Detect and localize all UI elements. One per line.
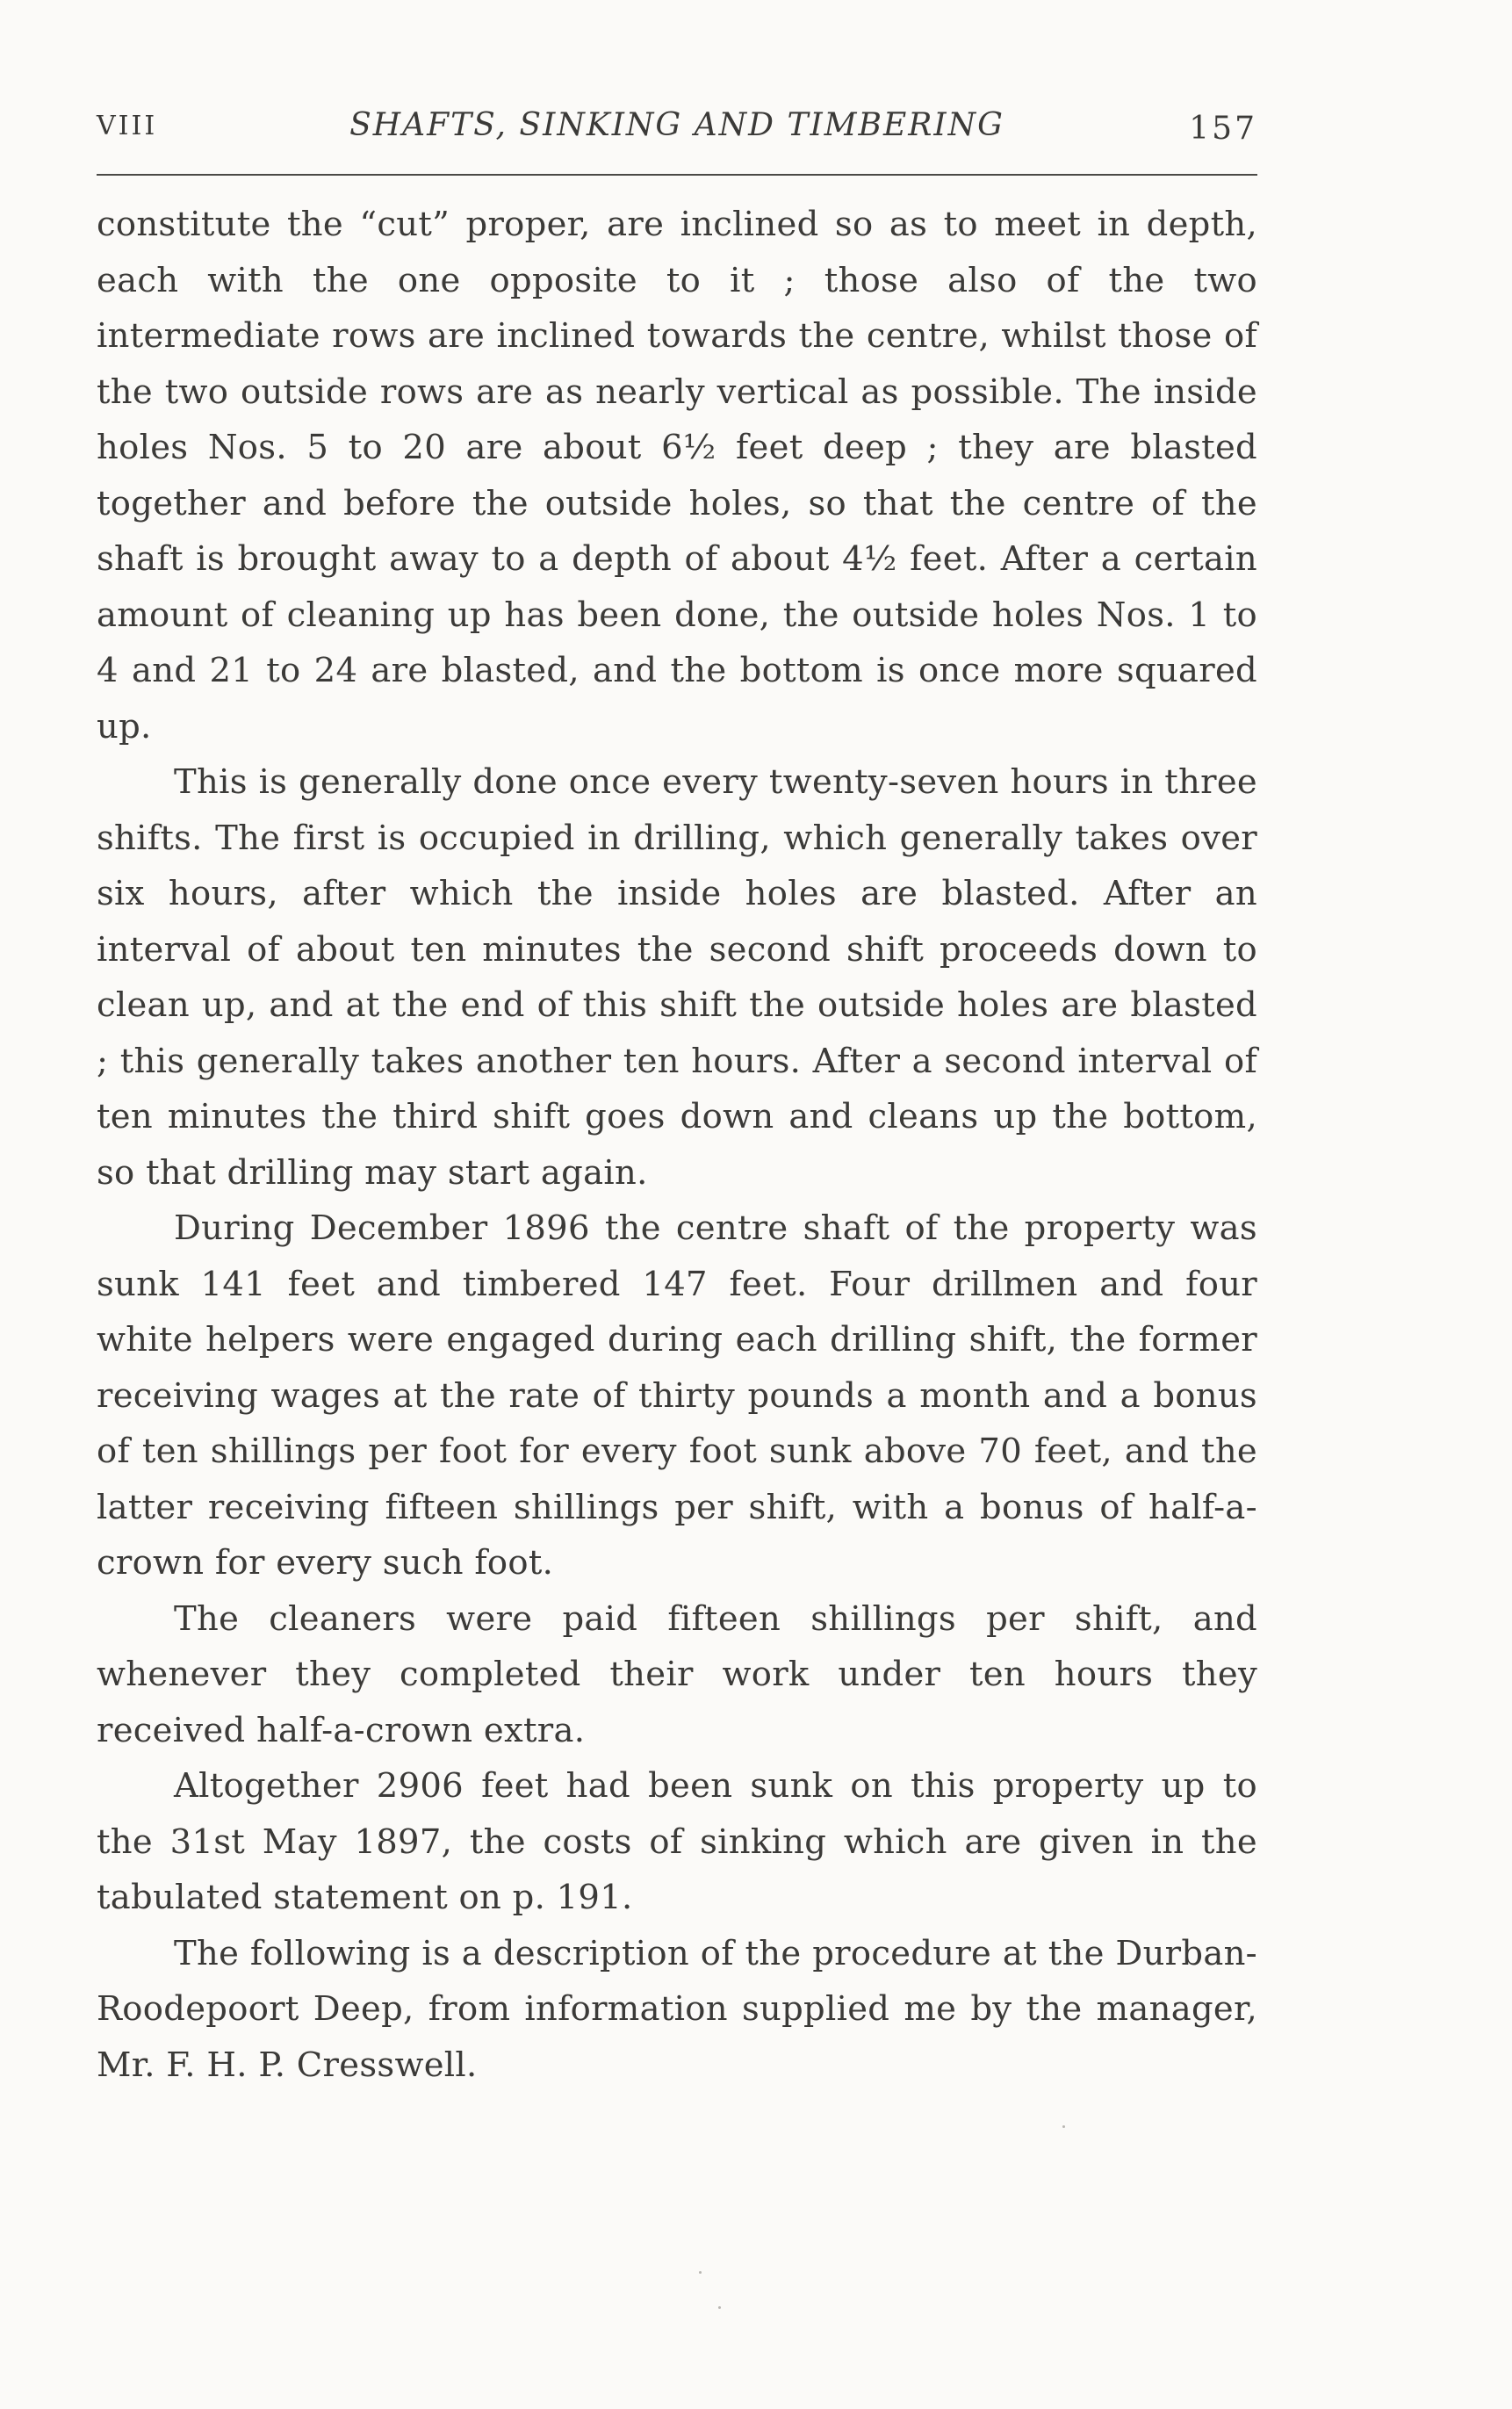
chapter-number: VIII [97,111,158,141]
running-title: SHAFTS, SINKING AND TIMBERING [349,107,1004,143]
paragraph-continued: constitute the “cut” proper, are inclined so as to meet in depth, each with the one opposite to it ; those also of the two intermediate rows are inclined towards the centre, whilst those of the two outside rows are as nearly vertical as possible. The inside holes Nos. 5 to 20 are about 6½ feet deep ; they are blasted together and before the outside holes, so that the centre of the shaft is brought away to a depth of about 4½ feet. After a certain amount of cleaning up has been done, the outside holes Nos. 1 to 4 and 21 to 24 are blasted, and the bottom is once more squared up. [97,205,1257,747]
paper-speck [718,2306,721,2309]
paragraph: The cleaners were paid fifteen shillings per shift, and whenever they completed their work under ten hours they received half-a-crown extra. [97,1598,1257,1750]
paragraph: The following is a description of the procedure at the Durban-Roodepoort Deep, from information supplied me by the manager, Mr. F. H. P. Cresswell. [97,1933,1257,2085]
header-rule [97,174,1257,176]
body-text [97,197,1257,2093]
paragraph: Altogether 2906 feet had been sunk on this property up to the 31st May 1897, the costs of sinking which are given in the tabulated statement on p. 191. [97,1766,1257,1917]
running-head [97,107,1257,151]
paragraph: This is generally done once every twenty-seven hours in three shifts. The first is occupied in drilling, which generally takes over six hours, after which the inside holes are blasted. After an interval of about ten minutes the second shift proceeds down to clean up, and at the end of this shift the outside holes are blasted ; this generally takes another ten hours. After a second interval of ten minutes the third shift goes down and cleans up the bottom, so that drilling may start again. [97,762,1257,1193]
paper-speck [1062,2125,1065,2128]
paragraph: During December 1896 the centre shaft of the property was sunk 141 feet and timbered 147 feet. Four drillmen and four white helpers were engaged during each drilling shift, the former receiving wages at the rate of thirty pounds a month and a bonus of ten shillings per foot for every foot sunk above 70 feet, and the latter receiving fifteen shillings per shift, with a bonus of half-a-crown for every such foot. [97,1208,1257,1583]
page-number: 157 [1189,111,1257,147]
paper-speck [699,2271,702,2274]
